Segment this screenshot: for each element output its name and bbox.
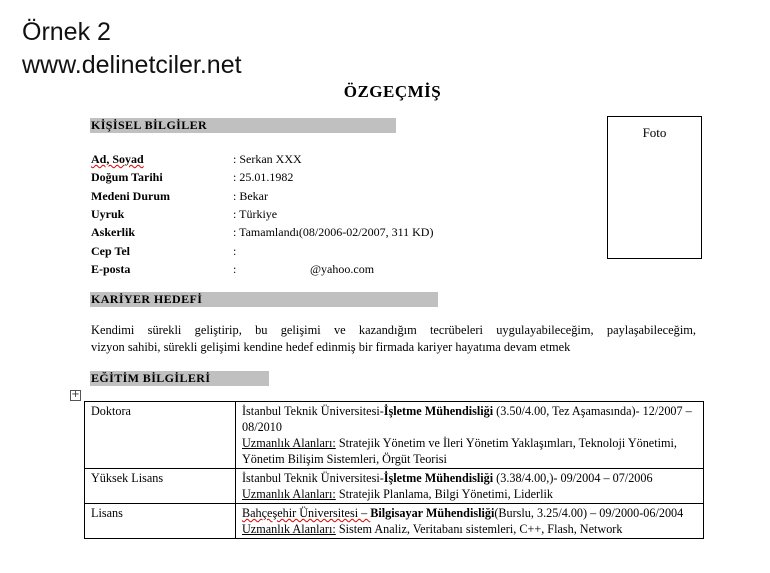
table-move-handle[interactable]: + bbox=[71, 389, 80, 400]
header-line-1: Örnek 2 bbox=[22, 18, 111, 46]
degree-cell: Yüksek Lisans bbox=[85, 469, 236, 504]
areas-label: Uzmanlık Alanları: bbox=[242, 436, 336, 450]
photo-placeholder bbox=[607, 116, 702, 259]
info-value: : bbox=[233, 262, 237, 276]
career-line: Kendimi sürekli geliştirip, bu gelişimi ve kazandığım tecrübeleri uygulayabileceğim, paylaşabileceğim, bbox=[91, 323, 696, 337]
section-header-personal: KİŞİSEL BİLGİLER bbox=[90, 118, 396, 133]
info-value: : Türkiye bbox=[233, 207, 278, 221]
info-label: Doğum Tarihi bbox=[91, 170, 163, 184]
email-domain: @yahoo.com bbox=[310, 262, 375, 276]
table-row bbox=[85, 469, 704, 504]
info-value: : bbox=[233, 244, 237, 258]
program-details: (3.38/4.00,)- 09/2004 – 07/2006 bbox=[493, 471, 653, 485]
areas-label: Uzmanlık Alanları: bbox=[242, 522, 336, 536]
program-name: İşletme Mühendisliği bbox=[383, 404, 494, 418]
areas-text: Stratejik Planlama, Bilgi Yönetimi, Liderlik bbox=[335, 487, 553, 501]
header-website: www.delinetciler.net bbox=[22, 51, 242, 79]
info-label: Uyruk bbox=[91, 207, 125, 221]
school-cell bbox=[236, 402, 704, 469]
section-header-education: EĞİTİM BİLGİLERİ bbox=[90, 371, 269, 386]
program-name: Bilgisayar Mühendisliği bbox=[370, 506, 495, 520]
degree-cell: Doktora bbox=[85, 402, 236, 469]
career-objective-text bbox=[91, 322, 696, 356]
info-label: Ad, Soyad bbox=[91, 152, 144, 166]
info-value: : Serkan XXX bbox=[233, 152, 302, 166]
program-details: (Burslu, 3.25/4.00) – 09/2000-06/2004 bbox=[494, 506, 684, 520]
areas-text: Sistem Analiz, Veritabanı sistemleri, C++, Flash, Network bbox=[335, 522, 623, 536]
career-line: vizyon sahibi, sürekli gelişimi kendine hedef edinmiş bir firmada kariyer hayatıma devam etmek bbox=[91, 340, 571, 354]
school-name: İstanbul Teknik Üniversitesi- bbox=[242, 471, 384, 485]
info-value: : 25.01.1982 bbox=[233, 170, 294, 184]
areas-label: Uzmanlık Alanları: bbox=[242, 487, 336, 501]
table-row bbox=[85, 504, 704, 539]
document-title: ÖZGEÇMİŞ bbox=[343, 82, 442, 101]
info-label: Askerlik bbox=[91, 225, 136, 239]
info-value: : Bekar bbox=[233, 189, 268, 203]
areas-text: Stratejik Yönetim ve İleri Yönetim Yaklaşımları, Teknoloji Yönetimi, Yönetim Bilişim Sistemleri, Örgüt Teorisi bbox=[242, 436, 677, 466]
degree-cell: Lisans bbox=[85, 504, 236, 539]
school-cell bbox=[236, 469, 704, 504]
program-details: (3.50/4.00, Tez Aşamasında)- 12/2007 – 08/2010 bbox=[242, 404, 692, 434]
info-label: Medeni Durum bbox=[91, 189, 170, 203]
program-name: İşletme Mühendisliği bbox=[383, 471, 494, 485]
school-cell bbox=[236, 504, 704, 539]
info-label: E-posta bbox=[91, 262, 131, 276]
photo-label: Foto bbox=[642, 125, 667, 140]
school-name: Bahçeşehir Üniversitesi – bbox=[242, 506, 371, 520]
section-header-career: KARİYER HEDEFİ bbox=[90, 292, 438, 307]
school-name: İstanbul Teknik Üniversitesi- bbox=[242, 404, 384, 418]
table-row bbox=[85, 402, 704, 469]
info-label: Cep Tel bbox=[91, 244, 131, 258]
info-value: : Tamamlandı(08/2006-02/2007, 311 KD) bbox=[233, 225, 434, 239]
education-table bbox=[84, 401, 704, 539]
